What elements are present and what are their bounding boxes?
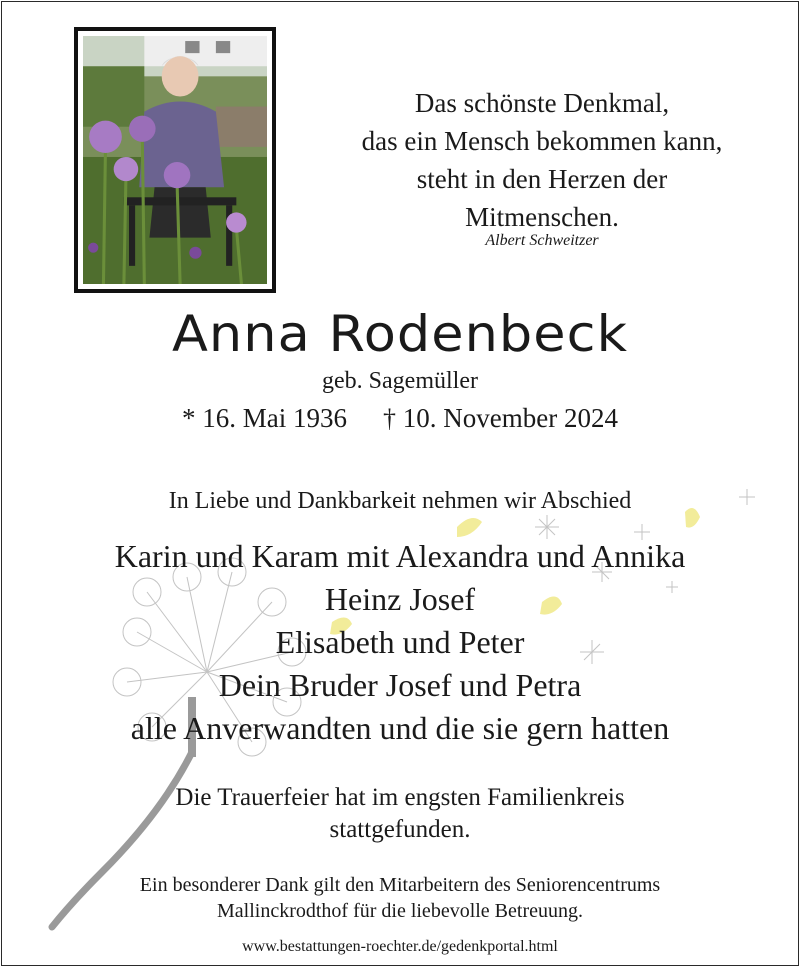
funeral-notice-line: Die Trauerfeier hat im engsten Familienkreis: [175, 784, 625, 811]
death-date: 10. November 2024: [402, 403, 618, 433]
portrait-photo-frame: [74, 27, 276, 293]
maiden-name: geb. Sagemüller: [322, 368, 478, 394]
mourner-line: Elisabeth und Peter: [275, 624, 525, 660]
mourner-line: Heinz Josef: [324, 581, 476, 617]
birth-date: * 16. Mai 1936: [182, 403, 348, 433]
quote-line: das ein Mensch bekommen kann,: [361, 126, 723, 156]
thanks-line: Mallinckrodthof für die liebevolle Betreuung.: [216, 900, 583, 922]
farewell-text: In Liebe und Dankbarkeit nehmen wir Abschied: [168, 488, 632, 514]
thanks-note: [2, 872, 798, 924]
quote-line: Mitmenschen.: [465, 202, 619, 232]
quote-line: Das schönste Denkmal,: [414, 88, 670, 118]
memorial-website-link[interactable]: www.bestattungen-roechter.de/gedenkportal.html: [242, 938, 558, 955]
memorial-quote: [302, 84, 782, 250]
cross-icon: †: [383, 404, 397, 433]
mourner-line: Dein Bruder Josef und Petra: [218, 667, 582, 703]
quote-author: Albert Schweitzer: [485, 232, 599, 249]
portrait-photo: [83, 36, 267, 284]
mourners-list: [2, 535, 798, 750]
life-dates: [2, 403, 798, 434]
funeral-notice-line: stattgefunden.: [329, 816, 471, 843]
mourner-line: Karin und Karam mit Alexandra und Annika: [114, 538, 686, 574]
mourner-line: alle Anverwandten und die sie gern hatten: [130, 710, 670, 746]
obituary-card: [1, 1, 799, 966]
funeral-notice: [2, 782, 798, 846]
thanks-line: Ein besonderer Dank gilt den Mitarbeitern des Seniorencentrums: [139, 874, 661, 896]
deceased-name: Anna Rodenbeck: [171, 305, 629, 363]
quote-line: steht in den Herzen der: [416, 164, 668, 194]
